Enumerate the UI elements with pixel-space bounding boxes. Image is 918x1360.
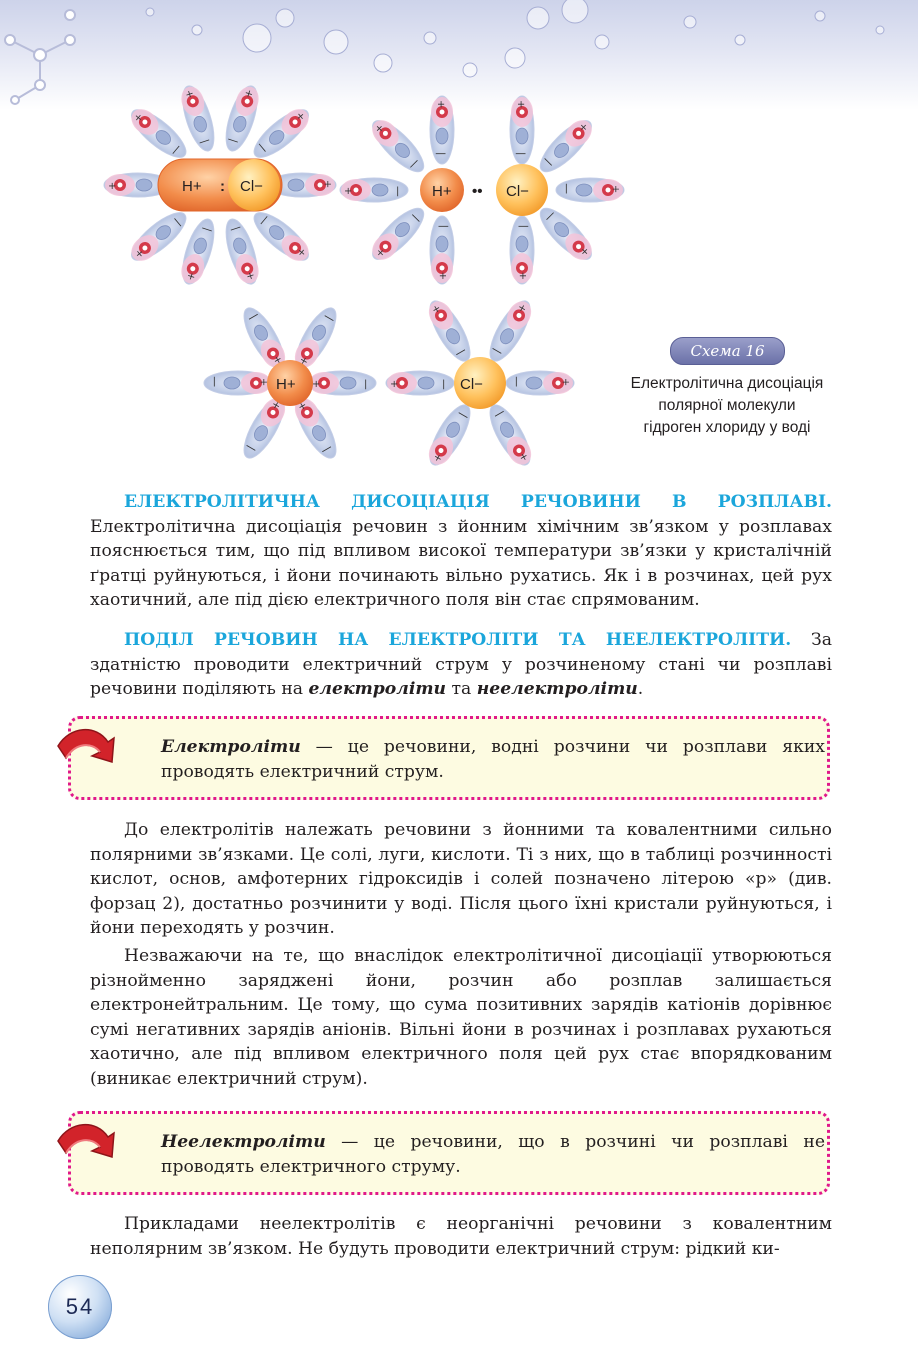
red-arrow-icon-2 <box>52 1113 118 1175</box>
figure-caption: Електролітична дисоціація полярної молекули гідроген хлориду у воді <box>630 375 824 436</box>
melt-paragraph <box>90 490 832 613</box>
dissociation-scheme: + | H+ : Cl− H+ •• Cl− H+ Cl− <box>80 115 640 460</box>
body-paragraph-2: Незважаючи на те, що внаслідок електролітичної дисоціації утворюються різнойменно заряджені йони, розчин або розплав залишається електронейтральним. Це тому, що сума позитивних зарядів катіонів дорівнює сумі негативних зарядів аніонів. Вільні йони в розчинах і розплавах рухаються хаотично, але під впливом електричного поля цей рух стає впорядкованим (виникає електричний струм). <box>90 946 832 1089</box>
molecule-stretched-hcl <box>340 96 624 284</box>
red-arrow-icon <box>52 718 118 780</box>
label-h-plus-3: H+ <box>276 376 296 393</box>
def1-text: — це речовини, водні розчини чи розплави яких проводять електричний струм. <box>161 737 826 782</box>
division-paragraph <box>90 628 832 702</box>
bubbles-decoration <box>0 0 918 110</box>
definition-nonelectrolytes <box>71 1130 827 1179</box>
label-h-plus-2: H+ <box>432 183 452 200</box>
definition-electrolytes <box>71 735 827 784</box>
label-electron-pair: : <box>220 178 225 195</box>
term-nonelectrolytes: неелектроліти <box>476 679 638 699</box>
label-cl-minus-3: Cl− <box>460 376 483 393</box>
hydrated-h-ion <box>204 303 376 464</box>
def1-term: Електроліти <box>161 737 301 757</box>
term-electrolytes: електроліти <box>308 679 447 699</box>
body-paragraph-1: До електролітів належать речовини з йонними та ковалентними сильно полярними зв’язками. Це солі, луги, кислоти. Ті з них, що в таблиці розчинності кислот, основ, амфотерних гідроксидів і солей позначено літерою «р» (див. форзац 2), достатньо розчинити у воді. Після цього їхні кристали руйнуються, і йони переходять у розчин. <box>90 820 832 938</box>
division-heading: ПОДІЛ РЕЧОВИН НА ЕЛЕКТРОЛІТИ ТА НЕЕЛЕКТРОЛІТИ. <box>124 630 792 650</box>
def2-term: Неелектроліти <box>161 1132 326 1152</box>
definition-box-electrolytes <box>68 716 830 800</box>
label-cl-minus-2: Cl− <box>506 183 529 200</box>
label-bond-dots: •• <box>472 183 483 200</box>
header-bubbles-band <box>0 0 918 110</box>
molecule-polar-hcl <box>104 82 336 287</box>
def2-text: — це речовини, що в розчині чи розплаві не проводять електричного струму. <box>161 1132 825 1177</box>
division-end: . <box>637 679 644 699</box>
division-text: За здатністю проводити електричний струм у розчиненому стані чи розплаві речовини поділяють на <box>90 630 832 699</box>
label-cl-minus: Cl− <box>240 178 263 195</box>
melt-heading: ЕЛЕКТРОЛІТИЧНА ДИСОЦІАЦІЯ РЕЧОВИНИ В РОЗПЛАВІ. <box>124 492 832 512</box>
definition-box-nonelectrolytes <box>68 1111 830 1195</box>
label-h-plus: H+ <box>182 178 202 195</box>
body-paragraph-3: Прикладами неелектролітів є неорганічні речовини з ковалентним неполярним зв’язком. Не будуть проводити електричний струм: рідкий ки- <box>90 1214 832 1259</box>
hydrated-cl-ion <box>386 296 574 471</box>
scheme-badge: Схема 16 <box>670 337 785 365</box>
division-and: та <box>451 679 472 699</box>
melt-text: Електролітична дисоціація речовин з йонним хімічним зв’язком у розплавах пояснюється тим, що під впливом високої температури зв’язки у кристалічній ґратці руйнуються, і йони починають вільно рухатись. Як і в розчинах, цей рух хаотичний, але під дією електричного поля він стає спрямованим. <box>90 516 832 610</box>
page-number: 54 <box>48 1275 112 1339</box>
